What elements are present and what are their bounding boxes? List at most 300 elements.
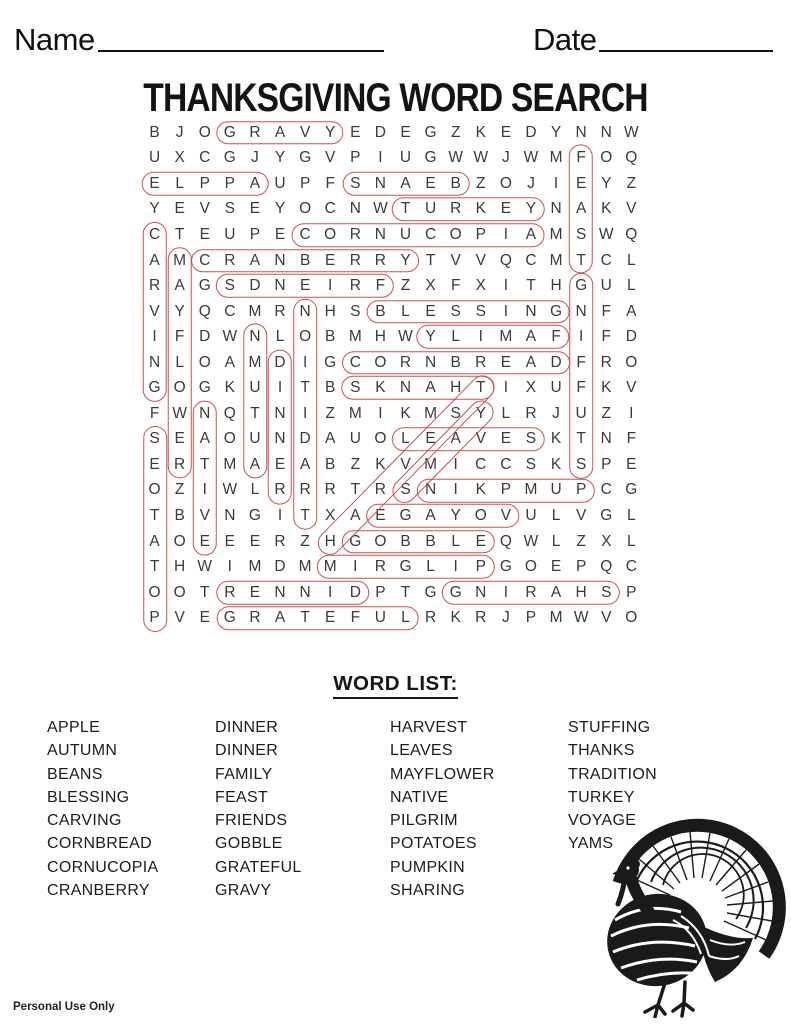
- grid-letter[interactable]: S: [575, 455, 587, 473]
- grid-letter[interactable]: R: [249, 123, 261, 141]
- grid-letter[interactable]: U: [374, 609, 386, 627]
- grid-letter[interactable]: E: [199, 532, 210, 550]
- grid-letter[interactable]: I: [302, 353, 308, 371]
- grid-letter[interactable]: R: [148, 277, 161, 295]
- grid-letter[interactable]: U: [600, 277, 612, 295]
- grid-letter[interactable]: W: [398, 328, 413, 346]
- grid-letter[interactable]: G: [223, 149, 236, 167]
- grid-letter[interactable]: L: [401, 302, 410, 320]
- grid-letter[interactable]: W: [598, 225, 614, 243]
- grid-letter[interactable]: U: [274, 174, 286, 192]
- grid-letter[interactable]: I: [152, 328, 157, 346]
- grid-letter[interactable]: W: [222, 481, 238, 499]
- grid-letter[interactable]: R: [399, 353, 412, 371]
- grid-letter[interactable]: N: [274, 251, 286, 269]
- grid-letter[interactable]: E: [249, 532, 261, 550]
- grid-letter[interactable]: L: [426, 558, 435, 576]
- grid-letter[interactable]: N: [299, 583, 311, 601]
- date-input-line[interactable]: [599, 49, 773, 52]
- grid-letter[interactable]: A: [249, 174, 261, 192]
- grid-letter[interactable]: I: [328, 277, 333, 295]
- grid-letter[interactable]: R: [374, 251, 386, 269]
- grid-letter[interactable]: X: [601, 532, 612, 550]
- grid-letter[interactable]: N: [424, 481, 437, 499]
- grid-letter[interactable]: E: [425, 302, 436, 320]
- grid-letter[interactable]: K: [224, 379, 235, 397]
- grid-letter[interactable]: U: [575, 404, 587, 422]
- grid-letter[interactable]: E: [550, 558, 562, 576]
- grid-letter[interactable]: M: [549, 609, 563, 627]
- grid-letter[interactable]: M: [549, 251, 563, 269]
- grid-letter[interactable]: P: [299, 174, 311, 192]
- grid-letter[interactable]: F: [450, 277, 461, 295]
- grid-letter[interactable]: P: [224, 174, 235, 192]
- grid-letter[interactable]: O: [299, 328, 312, 346]
- grid-letter[interactable]: N: [299, 302, 311, 320]
- grid-letter[interactable]: E: [500, 353, 512, 371]
- grid-letter[interactable]: C: [349, 353, 361, 371]
- grid-letter[interactable]: P: [626, 583, 637, 601]
- grid-letter[interactable]: N: [525, 302, 537, 320]
- grid-letter[interactable]: J: [175, 123, 184, 141]
- grid-letter[interactable]: O: [474, 506, 487, 524]
- grid-letter[interactable]: W: [624, 123, 639, 141]
- grid-letter[interactable]: R: [525, 404, 537, 422]
- grid-letter[interactable]: E: [199, 225, 210, 243]
- grid-letter[interactable]: E: [500, 123, 512, 141]
- grid-letter[interactable]: I: [629, 404, 634, 422]
- grid-letter[interactable]: J: [552, 404, 560, 422]
- grid-letter[interactable]: V: [601, 609, 612, 627]
- grid-letter[interactable]: B: [425, 532, 436, 550]
- grid-letter[interactable]: Q: [625, 225, 638, 243]
- grid-letter[interactable]: A: [425, 379, 436, 397]
- grid-letter[interactable]: G: [198, 277, 211, 295]
- grid-letter[interactable]: Y: [550, 123, 562, 141]
- grid-letter[interactable]: P: [601, 455, 612, 473]
- grid-letter[interactable]: V: [199, 506, 210, 524]
- grid-letter[interactable]: B: [325, 328, 336, 346]
- grid-letter[interactable]: M: [248, 353, 262, 371]
- grid-letter[interactable]: O: [173, 583, 186, 601]
- grid-letter[interactable]: T: [576, 251, 586, 269]
- grid-letter[interactable]: E: [626, 455, 637, 473]
- grid-letter[interactable]: E: [325, 609, 336, 627]
- grid-letter[interactable]: E: [274, 225, 286, 243]
- grid-letter[interactable]: Z: [325, 404, 335, 422]
- grid-letter[interactable]: S: [350, 302, 361, 320]
- grid-letter[interactable]: M: [248, 558, 262, 576]
- grid-letter[interactable]: P: [475, 558, 486, 576]
- grid-letter[interactable]: I: [503, 225, 509, 243]
- grid-letter[interactable]: V: [450, 251, 461, 269]
- grid-letter[interactable]: F: [601, 302, 611, 320]
- grid-letter[interactable]: O: [374, 532, 387, 550]
- grid-letter[interactable]: S: [575, 225, 587, 243]
- grid-letter[interactable]: E: [500, 200, 512, 218]
- grid-letter[interactable]: E: [375, 506, 386, 524]
- grid-letter[interactable]: C: [224, 302, 236, 320]
- grid-letter[interactable]: V: [325, 149, 336, 167]
- grid-letter[interactable]: J: [251, 149, 259, 167]
- grid-letter[interactable]: W: [222, 328, 238, 346]
- grid-letter[interactable]: E: [224, 532, 235, 550]
- grid-letter[interactable]: Q: [499, 251, 512, 269]
- grid-letter[interactable]: A: [325, 430, 336, 448]
- grid-letter[interactable]: P: [375, 583, 386, 601]
- grid-letter[interactable]: L: [627, 277, 636, 295]
- grid-letter[interactable]: J: [501, 149, 510, 167]
- grid-letter[interactable]: R: [324, 481, 336, 499]
- grid-letter[interactable]: T: [425, 251, 436, 269]
- grid-letter[interactable]: G: [499, 558, 512, 576]
- grid-letter[interactable]: Z: [174, 481, 185, 499]
- grid-letter[interactable]: N: [575, 123, 587, 141]
- grid-letter[interactable]: G: [399, 558, 412, 576]
- grid-letter[interactable]: D: [274, 353, 286, 371]
- grid-letter[interactable]: V: [500, 506, 512, 524]
- grid-letter[interactable]: D: [550, 353, 562, 371]
- grid-letter[interactable]: F: [551, 328, 561, 346]
- grid-letter[interactable]: R: [174, 455, 186, 473]
- grid-letter[interactable]: N: [274, 430, 286, 448]
- grid-letter[interactable]: Y: [525, 200, 537, 218]
- grid-letter[interactable]: T: [174, 225, 185, 243]
- grid-letter[interactable]: A: [575, 200, 587, 218]
- grid-letter[interactable]: B: [149, 123, 160, 141]
- grid-letter[interactable]: Z: [300, 532, 310, 550]
- grid-letter[interactable]: B: [400, 532, 411, 550]
- grid-letter[interactable]: V: [575, 506, 587, 524]
- grid-letter[interactable]: A: [626, 302, 637, 320]
- grid-letter[interactable]: R: [600, 353, 612, 371]
- grid-letter[interactable]: U: [399, 225, 412, 243]
- grid-letter[interactable]: X: [174, 149, 185, 167]
- grid-letter[interactable]: A: [149, 532, 160, 550]
- grid-letter[interactable]: O: [625, 353, 638, 371]
- grid-letter[interactable]: D: [625, 328, 637, 346]
- grid-letter[interactable]: U: [249, 379, 261, 397]
- grid-letter[interactable]: C: [525, 251, 537, 269]
- grid-letter[interactable]: P: [575, 558, 587, 576]
- grid-letter[interactable]: K: [601, 200, 612, 218]
- grid-letter[interactable]: H: [550, 277, 562, 295]
- grid-letter[interactable]: P: [249, 225, 261, 243]
- grid-letter[interactable]: N: [224, 506, 236, 524]
- grid-letter[interactable]: K: [400, 404, 411, 422]
- grid-letter[interactable]: E: [174, 430, 185, 448]
- grid-letter[interactable]: O: [600, 149, 613, 167]
- grid-letter[interactable]: H: [374, 328, 386, 346]
- grid-letter[interactable]: A: [350, 506, 361, 524]
- grid-letter[interactable]: O: [625, 609, 638, 627]
- grid-letter[interactable]: W: [172, 404, 187, 422]
- grid-letter[interactable]: V: [199, 200, 210, 218]
- grid-letter[interactable]: E: [274, 455, 286, 473]
- grid-letter[interactable]: R: [450, 200, 462, 218]
- grid-letter[interactable]: Y: [400, 251, 411, 269]
- grid-letter[interactable]: I: [503, 583, 509, 601]
- grid-letter[interactable]: O: [324, 225, 337, 243]
- grid-letter[interactable]: B: [450, 353, 461, 371]
- grid-letter[interactable]: X: [325, 506, 336, 524]
- grid-letter[interactable]: F: [626, 430, 637, 448]
- grid-letter[interactable]: M: [549, 225, 563, 243]
- grid-letter[interactable]: Y: [601, 174, 612, 192]
- grid-letter[interactable]: G: [198, 379, 211, 397]
- grid-letter[interactable]: G: [424, 149, 437, 167]
- grid-letter[interactable]: I: [328, 583, 333, 601]
- grid-letter[interactable]: A: [299, 455, 311, 473]
- grid-letter[interactable]: C: [424, 225, 437, 243]
- grid-letter[interactable]: V: [475, 251, 486, 269]
- grid-letter[interactable]: P: [199, 174, 210, 192]
- grid-letter[interactable]: I: [378, 149, 383, 167]
- grid-letter[interactable]: E: [425, 174, 436, 192]
- grid-letter[interactable]: D: [249, 277, 261, 295]
- grid-letter[interactable]: Q: [600, 558, 613, 576]
- grid-letter[interactable]: S: [400, 481, 411, 499]
- grid-letter[interactable]: C: [199, 149, 211, 167]
- grid-letter[interactable]: R: [274, 481, 286, 499]
- grid-letter[interactable]: F: [576, 379, 586, 397]
- grid-letter[interactable]: A: [249, 251, 261, 269]
- grid-letter[interactable]: U: [349, 430, 361, 448]
- grid-letter[interactable]: V: [626, 200, 637, 218]
- grid-letter[interactable]: U: [399, 149, 412, 167]
- grid-letter[interactable]: M: [524, 481, 538, 499]
- grid-letter[interactable]: Y: [274, 149, 286, 167]
- grid-letter[interactable]: N: [274, 277, 286, 295]
- grid-letter[interactable]: O: [299, 200, 312, 218]
- grid-letter[interactable]: T: [476, 379, 486, 397]
- grid-letter[interactable]: E: [299, 277, 311, 295]
- grid-letter[interactable]: C: [625, 558, 637, 576]
- grid-letter[interactable]: H: [575, 583, 587, 601]
- grid-letter[interactable]: P: [350, 149, 361, 167]
- grid-letter[interactable]: Y: [425, 328, 436, 346]
- grid-letter[interactable]: J: [527, 174, 535, 192]
- grid-letter[interactable]: R: [525, 583, 537, 601]
- grid-letter[interactable]: S: [149, 430, 160, 448]
- grid-letter[interactable]: E: [174, 200, 185, 218]
- grid-letter[interactable]: A: [400, 174, 411, 192]
- grid-letter[interactable]: L: [275, 328, 285, 346]
- grid-letter[interactable]: E: [475, 532, 486, 550]
- grid-letter[interactable]: A: [450, 430, 461, 448]
- grid-letter[interactable]: V: [626, 379, 637, 397]
- grid-letter[interactable]: E: [249, 200, 261, 218]
- grid-letter[interactable]: G: [399, 506, 412, 524]
- grid-letter[interactable]: A: [274, 609, 286, 627]
- grid-letter[interactable]: V: [400, 455, 411, 473]
- grid-letter[interactable]: I: [277, 379, 283, 397]
- grid-letter[interactable]: K: [475, 123, 486, 141]
- grid-letter[interactable]: P: [500, 481, 512, 499]
- grid-letter[interactable]: C: [299, 225, 311, 243]
- grid-letter[interactable]: B: [174, 506, 185, 524]
- grid-letter[interactable]: M: [298, 558, 312, 576]
- grid-letter[interactable]: Z: [601, 404, 611, 422]
- grid-letter[interactable]: G: [349, 532, 362, 550]
- grid-letter[interactable]: R: [424, 609, 437, 627]
- grid-letter[interactable]: K: [550, 455, 562, 473]
- grid-letter[interactable]: O: [173, 532, 186, 550]
- grid-letter[interactable]: Z: [400, 277, 411, 295]
- grid-letter[interactable]: S: [525, 455, 537, 473]
- grid-letter[interactable]: N: [199, 404, 211, 422]
- grid-letter[interactable]: L: [175, 174, 184, 192]
- grid-letter[interactable]: A: [525, 353, 537, 371]
- grid-letter[interactable]: M: [424, 404, 438, 422]
- grid-letter[interactable]: N: [550, 200, 562, 218]
- grid-letter[interactable]: O: [198, 353, 211, 371]
- grid-letter[interactable]: H: [450, 379, 462, 397]
- grid-letter[interactable]: O: [223, 430, 236, 448]
- grid-letter[interactable]: D: [274, 558, 286, 576]
- grid-letter[interactable]: Z: [626, 174, 637, 192]
- grid-letter[interactable]: M: [348, 328, 362, 346]
- grid-letter[interactable]: F: [375, 277, 386, 295]
- grid-letter[interactable]: I: [453, 481, 458, 499]
- grid-letter[interactable]: F: [576, 353, 586, 371]
- grid-letter[interactable]: W: [523, 532, 539, 550]
- grid-letter[interactable]: M: [549, 149, 563, 167]
- grid-letter[interactable]: G: [223, 609, 236, 627]
- grid-letter[interactable]: E: [325, 251, 336, 269]
- grid-letter[interactable]: T: [149, 558, 160, 576]
- grid-letter[interactable]: G: [248, 506, 261, 524]
- grid-letter[interactable]: O: [374, 430, 387, 448]
- grid-letter[interactable]: Y: [149, 200, 160, 218]
- grid-letter[interactable]: D: [199, 328, 211, 346]
- grid-letter[interactable]: D: [525, 123, 537, 141]
- grid-letter[interactable]: S: [224, 277, 235, 295]
- grid-letter[interactable]: Y: [174, 302, 185, 320]
- grid-letter[interactable]: R: [299, 481, 311, 499]
- grid-letter[interactable]: I: [453, 558, 458, 576]
- grid-letter[interactable]: L: [627, 532, 636, 550]
- grid-letter[interactable]: H: [324, 532, 336, 550]
- grid-letter[interactable]: L: [451, 328, 460, 346]
- grid-letter[interactable]: A: [550, 583, 562, 601]
- grid-letter[interactable]: B: [325, 455, 336, 473]
- grid-letter[interactable]: R: [274, 532, 286, 550]
- grid-letter[interactable]: R: [475, 353, 487, 371]
- grid-letter[interactable]: X: [425, 277, 436, 295]
- grid-letter[interactable]: A: [525, 328, 537, 346]
- grid-letter[interactable]: B: [299, 251, 311, 269]
- grid-letter[interactable]: A: [224, 353, 235, 371]
- grid-letter[interactable]: K: [550, 430, 562, 448]
- grid-letter[interactable]: G: [299, 149, 312, 167]
- grid-letter[interactable]: B: [375, 302, 386, 320]
- grid-letter[interactable]: R: [224, 251, 236, 269]
- grid-letter[interactable]: M: [348, 404, 362, 422]
- grid-letter[interactable]: R: [374, 481, 386, 499]
- grid-letter[interactable]: Y: [325, 123, 336, 141]
- grid-letter[interactable]: I: [553, 174, 559, 192]
- grid-letter[interactable]: U: [249, 430, 261, 448]
- grid-letter[interactable]: F: [174, 328, 185, 346]
- grid-letter[interactable]: O: [524, 558, 537, 576]
- grid-letter[interactable]: G: [575, 277, 588, 295]
- grid-letter[interactable]: T: [250, 404, 260, 422]
- grid-letter[interactable]: V: [299, 123, 311, 141]
- grid-letter[interactable]: N: [575, 302, 587, 320]
- grid-letter[interactable]: T: [300, 379, 310, 397]
- grid-letter[interactable]: Q: [198, 302, 211, 320]
- grid-letter[interactable]: G: [424, 123, 437, 141]
- grid-letter[interactable]: Z: [576, 532, 586, 550]
- grid-letter[interactable]: T: [200, 583, 210, 601]
- grid-letter[interactable]: O: [499, 174, 512, 192]
- grid-letter[interactable]: F: [576, 149, 586, 167]
- grid-letter[interactable]: I: [227, 558, 232, 576]
- grid-letter[interactable]: A: [149, 251, 160, 269]
- grid-letter[interactable]: L: [250, 481, 260, 499]
- grid-letter[interactable]: K: [375, 379, 386, 397]
- grid-letter[interactable]: I: [478, 328, 483, 346]
- grid-letter[interactable]: E: [500, 430, 512, 448]
- grid-letter[interactable]: U: [148, 149, 161, 167]
- grid-letter[interactable]: G: [424, 583, 437, 601]
- grid-letter[interactable]: W: [523, 149, 539, 167]
- grid-letter[interactable]: M: [223, 455, 237, 473]
- grid-letter[interactable]: H: [174, 558, 186, 576]
- grid-letter[interactable]: Z: [450, 123, 461, 141]
- grid-letter[interactable]: O: [148, 481, 161, 499]
- grid-letter[interactable]: M: [323, 558, 337, 576]
- grid-letter[interactable]: D: [374, 123, 386, 141]
- grid-letter[interactable]: I: [503, 379, 509, 397]
- grid-letter[interactable]: U: [550, 481, 562, 499]
- grid-letter[interactable]: F: [601, 328, 611, 346]
- grid-letter[interactable]: R: [349, 251, 361, 269]
- grid-letter[interactable]: Z: [350, 455, 361, 473]
- grid-letter[interactable]: Y: [274, 200, 286, 218]
- grid-letter[interactable]: N: [600, 123, 612, 141]
- grid-letter[interactable]: Y: [475, 404, 486, 422]
- grid-letter[interactable]: I: [378, 404, 383, 422]
- grid-letter[interactable]: R: [374, 558, 386, 576]
- grid-letter[interactable]: N: [274, 404, 286, 422]
- grid-letter[interactable]: I: [353, 558, 358, 576]
- grid-letter[interactable]: S: [224, 200, 235, 218]
- grid-letter[interactable]: R: [224, 583, 236, 601]
- grid-letter[interactable]: O: [148, 583, 161, 601]
- grid-letter[interactable]: A: [274, 123, 286, 141]
- grid-letter[interactable]: T: [400, 200, 411, 218]
- grid-letter[interactable]: A: [249, 455, 261, 473]
- grid-letter[interactable]: Y: [450, 506, 461, 524]
- grid-letter[interactable]: U: [525, 506, 537, 524]
- grid-letter[interactable]: L: [501, 404, 511, 422]
- grid-letter[interactable]: M: [424, 455, 438, 473]
- grid-letter[interactable]: S: [475, 302, 486, 320]
- grid-letter[interactable]: N: [399, 379, 412, 397]
- grid-letter[interactable]: E: [425, 430, 436, 448]
- grid-letter[interactable]: C: [600, 481, 612, 499]
- grid-letter[interactable]: T: [526, 277, 536, 295]
- grid-letter[interactable]: C: [199, 251, 211, 269]
- grid-letter[interactable]: N: [349, 200, 361, 218]
- grid-letter[interactable]: M: [173, 251, 187, 269]
- grid-letter[interactable]: L: [551, 506, 561, 524]
- grid-letter[interactable]: B: [325, 379, 336, 397]
- grid-letter[interactable]: C: [324, 200, 336, 218]
- grid-letter[interactable]: E: [249, 583, 261, 601]
